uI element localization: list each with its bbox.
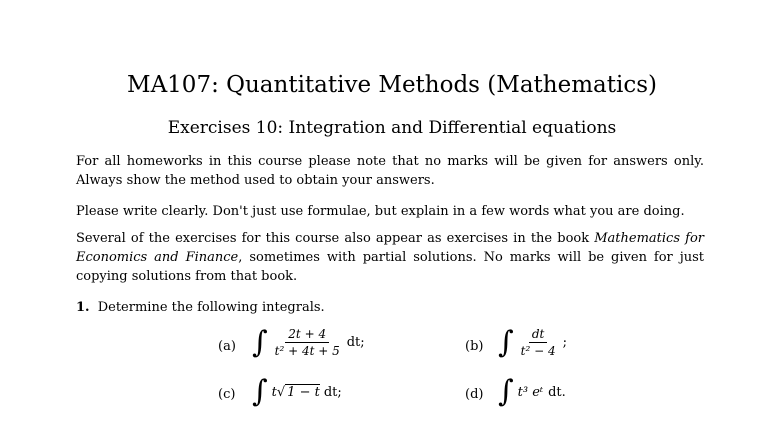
item-b-label: (b) (465, 339, 484, 354)
clarity-paragraph: Please write clearly. Don't just use formulae, but explain in a few words what you are doing. (76, 204, 685, 219)
item-d-label: (d) (465, 387, 484, 402)
item-a-fraction (272, 327, 343, 358)
item-a-expression (252, 324, 365, 360)
item-b-expression (498, 324, 567, 360)
item-b-tail: ; (562, 335, 567, 350)
item-b-denominator: t² − 4 (520, 344, 556, 358)
item-d-body: t³ eᵗ (517, 384, 544, 400)
integral-sign-icon: ∫ (252, 374, 268, 409)
item-c-radicand: 1 − t (287, 385, 320, 400)
item-b-numerator: dt (529, 327, 548, 343)
item-b-fraction (518, 327, 559, 358)
item-c-expression (252, 374, 342, 409)
item-a-tail: dt; (346, 335, 365, 350)
exercise-number: 1. (76, 300, 90, 315)
book-paragraph (76, 229, 704, 286)
item-c-body: t (271, 384, 277, 400)
item-a-label: (a) (218, 339, 236, 354)
page-title: MA107: Quantitative Methods (Mathematics) (127, 72, 657, 98)
item-c-tail: dt; (323, 384, 342, 400)
item-d-tail: dt. (548, 384, 566, 400)
page-subtitle: Exercises 10: Integration and Differential equations (167, 118, 617, 138)
book-title: Mathematics for Economics and Finance (76, 231, 704, 265)
sqrt-icon: √ (276, 384, 286, 400)
item-d-expression (498, 374, 566, 409)
book-paragraph-start: Several of the exercises for this course also appear as exercises in the book (76, 231, 595, 246)
instructions-paragraph: For all homeworks in this course please note that no marks will be given for answers only. Always show the method used to obtain your answers. (76, 154, 704, 188)
integral-sign-icon: ∫ (498, 374, 514, 409)
item-a-numerator: 2t + 4 (285, 327, 329, 343)
exercise-text: Determine the following integrals. (97, 300, 325, 315)
book-paragraph-end: , sometimes with partial solutions. No marks will be given for just copying solutions from that book. (76, 250, 704, 284)
exercise-heading (76, 300, 325, 315)
item-a-denominator: t² + 4t + 5 (274, 344, 340, 358)
item-c-label: (c) (218, 387, 236, 402)
integral-sign-icon: ∫ (252, 324, 268, 360)
integral-sign-icon: ∫ (498, 324, 514, 360)
